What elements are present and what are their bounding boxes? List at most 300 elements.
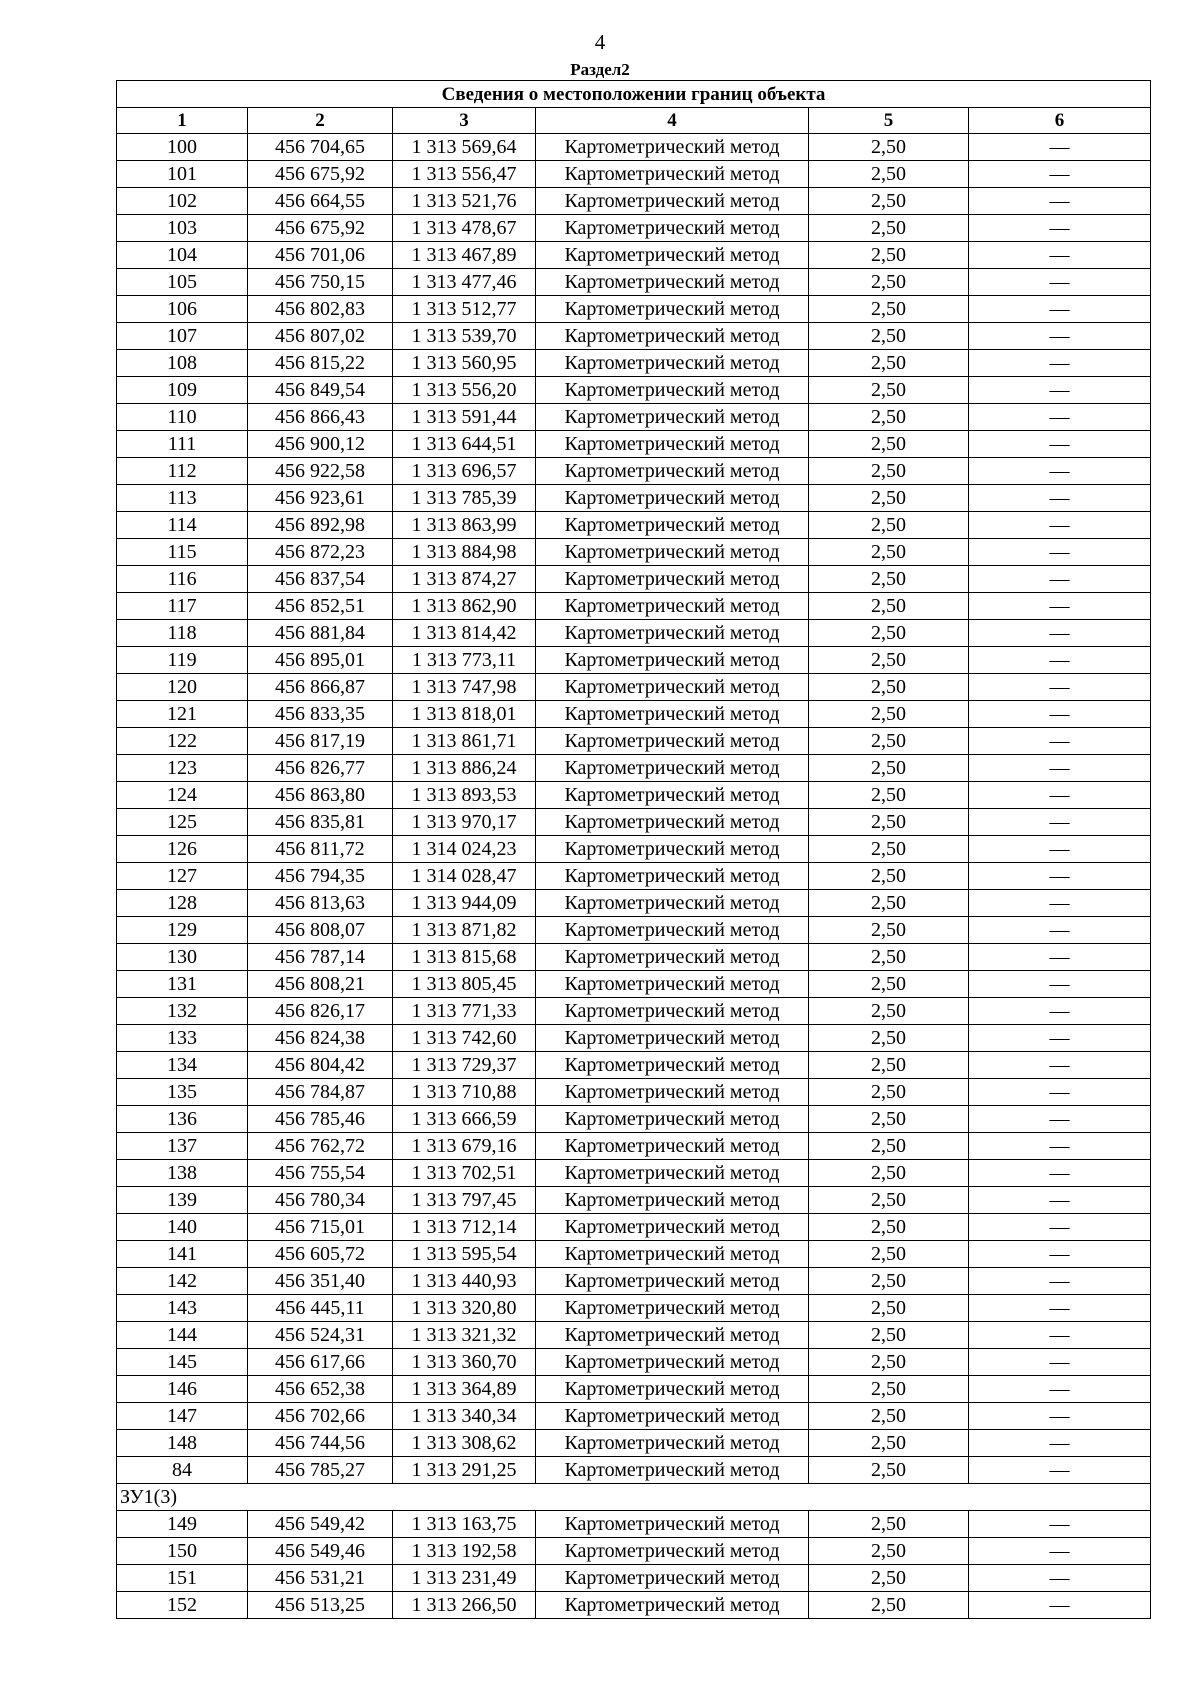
method-cell: Картометрический метод xyxy=(536,620,809,647)
x-coordinate-cell: 456 866,87 xyxy=(248,674,393,701)
y-coordinate-cell: 1 313 862,90 xyxy=(393,593,536,620)
y-coordinate-cell: 1 313 696,57 xyxy=(393,458,536,485)
accuracy-cell: 2,50 xyxy=(809,215,969,242)
y-coordinate-cell: 1 313 556,47 xyxy=(393,161,536,188)
column-number: 2 xyxy=(248,108,393,134)
point-number-cell: 100 xyxy=(117,134,248,161)
boundary-coordinates-table xyxy=(116,80,1151,1619)
point-number-cell: 130 xyxy=(117,944,248,971)
accuracy-cell: 2,50 xyxy=(809,188,969,215)
point-number-cell: 129 xyxy=(117,917,248,944)
accuracy-cell: 2,50 xyxy=(809,539,969,566)
description-cell: — xyxy=(969,161,1151,188)
method-cell: Картометрический метод xyxy=(536,1079,809,1106)
point-number-cell: 140 xyxy=(117,1214,248,1241)
point-number-cell: 132 xyxy=(117,998,248,1025)
y-coordinate-cell: 1 313 364,89 xyxy=(393,1376,536,1403)
accuracy-cell: 2,50 xyxy=(809,1079,969,1106)
table-row xyxy=(117,323,1151,350)
y-coordinate-cell: 1 313 560,95 xyxy=(393,350,536,377)
x-coordinate-cell: 456 664,55 xyxy=(248,188,393,215)
description-cell: — xyxy=(969,377,1151,404)
x-coordinate-cell: 456 802,83 xyxy=(248,296,393,323)
method-cell: Картометрический метод xyxy=(536,485,809,512)
page-number: 4 xyxy=(594,30,606,54)
description-cell: — xyxy=(969,512,1151,539)
accuracy-cell: 2,50 xyxy=(809,782,969,809)
y-coordinate-cell: 1 313 521,76 xyxy=(393,188,536,215)
x-coordinate-cell: 456 549,42 xyxy=(248,1511,393,1538)
y-coordinate-cell: 1 314 024,23 xyxy=(393,836,536,863)
x-coordinate-cell: 456 762,72 xyxy=(248,1133,393,1160)
accuracy-cell: 2,50 xyxy=(809,971,969,998)
table-title-row xyxy=(117,81,1151,108)
y-coordinate-cell: 1 313 729,37 xyxy=(393,1052,536,1079)
accuracy-cell: 2,50 xyxy=(809,1187,969,1214)
method-cell: Картометрический метод xyxy=(536,1403,809,1430)
table-row xyxy=(117,701,1151,728)
table-row xyxy=(117,296,1151,323)
description-cell: — xyxy=(969,1160,1151,1187)
method-cell: Картометрический метод xyxy=(536,377,809,404)
method-cell: Картометрический метод xyxy=(536,1160,809,1187)
description-cell: — xyxy=(969,404,1151,431)
description-cell: — xyxy=(969,566,1151,593)
method-cell: Картометрический метод xyxy=(536,458,809,485)
y-coordinate-cell: 1 313 805,45 xyxy=(393,971,536,998)
x-coordinate-cell: 456 617,66 xyxy=(248,1349,393,1376)
y-coordinate-cell: 1 313 291,25 xyxy=(393,1457,536,1484)
table-row xyxy=(117,1430,1151,1457)
table-row xyxy=(117,1403,1151,1430)
x-coordinate-cell: 456 785,46 xyxy=(248,1106,393,1133)
table-row xyxy=(117,1538,1151,1565)
x-coordinate-cell: 456 824,38 xyxy=(248,1025,393,1052)
description-cell: — xyxy=(969,620,1151,647)
description-cell: — xyxy=(969,269,1151,296)
description-cell: — xyxy=(969,1457,1151,1484)
point-number-cell: 137 xyxy=(117,1133,248,1160)
description-cell: — xyxy=(969,1376,1151,1403)
y-coordinate-cell: 1 313 944,09 xyxy=(393,890,536,917)
method-cell: Картометрический метод xyxy=(536,1511,809,1538)
point-number-cell: 150 xyxy=(117,1538,248,1565)
description-cell: — xyxy=(969,863,1151,890)
method-cell: Картометрический метод xyxy=(536,512,809,539)
x-coordinate-cell: 456 837,54 xyxy=(248,566,393,593)
y-coordinate-cell: 1 313 970,17 xyxy=(393,809,536,836)
point-number-cell: 114 xyxy=(117,512,248,539)
method-cell: Картометрический метод xyxy=(536,1268,809,1295)
point-number-cell: 84 xyxy=(117,1457,248,1484)
method-cell: Картометрический метод xyxy=(536,188,809,215)
description-cell: — xyxy=(969,1430,1151,1457)
x-coordinate-cell: 456 524,31 xyxy=(248,1322,393,1349)
point-number-cell: 110 xyxy=(117,404,248,431)
point-number-cell: 144 xyxy=(117,1322,248,1349)
x-coordinate-cell: 456 785,27 xyxy=(248,1457,393,1484)
point-number-cell: 108 xyxy=(117,350,248,377)
method-cell: Картометрический метод xyxy=(536,674,809,701)
description-cell: — xyxy=(969,1133,1151,1160)
y-coordinate-cell: 1 313 569,64 xyxy=(393,134,536,161)
y-coordinate-cell: 1 313 512,77 xyxy=(393,296,536,323)
method-cell: Картометрический метод xyxy=(536,1538,809,1565)
accuracy-cell: 2,50 xyxy=(809,1403,969,1430)
method-cell: Картометрический метод xyxy=(536,566,809,593)
table-row xyxy=(117,1079,1151,1106)
accuracy-cell: 2,50 xyxy=(809,917,969,944)
accuracy-cell: 2,50 xyxy=(809,377,969,404)
accuracy-cell: 2,50 xyxy=(809,1214,969,1241)
accuracy-cell: 2,50 xyxy=(809,1106,969,1133)
accuracy-cell: 2,50 xyxy=(809,944,969,971)
x-coordinate-cell: 456 675,92 xyxy=(248,161,393,188)
x-coordinate-cell: 456 605,72 xyxy=(248,1241,393,1268)
description-cell: — xyxy=(969,134,1151,161)
table-row xyxy=(117,1133,1151,1160)
point-number-cell: 149 xyxy=(117,1511,248,1538)
table-row xyxy=(117,620,1151,647)
method-cell: Картометрический метод xyxy=(536,836,809,863)
point-number-cell: 146 xyxy=(117,1376,248,1403)
x-coordinate-cell: 456 675,92 xyxy=(248,215,393,242)
table-row xyxy=(117,1322,1151,1349)
column-number: 3 xyxy=(393,108,536,134)
method-cell: Картометрический метод xyxy=(536,701,809,728)
x-coordinate-cell: 456 892,98 xyxy=(248,512,393,539)
point-number-cell: 133 xyxy=(117,1025,248,1052)
method-cell: Картометрический метод xyxy=(536,431,809,458)
table-row xyxy=(117,350,1151,377)
method-cell: Картометрический метод xyxy=(536,728,809,755)
y-coordinate-cell: 1 313 785,39 xyxy=(393,485,536,512)
description-cell: — xyxy=(969,539,1151,566)
description-cell: — xyxy=(969,836,1151,863)
y-coordinate-cell: 1 313 440,93 xyxy=(393,1268,536,1295)
x-coordinate-cell: 456 866,43 xyxy=(248,404,393,431)
point-number-cell: 104 xyxy=(117,242,248,269)
point-number-cell: 115 xyxy=(117,539,248,566)
method-cell: Картометрический метод xyxy=(536,1322,809,1349)
point-number-cell: 136 xyxy=(117,1106,248,1133)
x-coordinate-cell: 456 826,17 xyxy=(248,998,393,1025)
table-row xyxy=(117,971,1151,998)
description-cell: — xyxy=(969,1322,1151,1349)
point-number-cell: 109 xyxy=(117,377,248,404)
accuracy-cell: 2,50 xyxy=(809,485,969,512)
accuracy-cell: 2,50 xyxy=(809,728,969,755)
accuracy-cell: 2,50 xyxy=(809,323,969,350)
description-cell: — xyxy=(969,917,1151,944)
description-cell: — xyxy=(969,215,1151,242)
description-cell: — xyxy=(969,1295,1151,1322)
y-coordinate-cell: 1 313 818,01 xyxy=(393,701,536,728)
point-number-cell: 125 xyxy=(117,809,248,836)
y-coordinate-cell: 1 313 266,50 xyxy=(393,1592,536,1619)
point-number-cell: 124 xyxy=(117,782,248,809)
point-number-cell: 120 xyxy=(117,674,248,701)
accuracy-cell: 2,50 xyxy=(809,863,969,890)
table-row xyxy=(117,1565,1151,1592)
point-number-cell: 128 xyxy=(117,890,248,917)
method-cell: Картометрический метод xyxy=(536,647,809,674)
description-cell: — xyxy=(969,1106,1151,1133)
description-cell: — xyxy=(969,1565,1151,1592)
table-row xyxy=(117,377,1151,404)
y-coordinate-cell: 1 313 702,51 xyxy=(393,1160,536,1187)
table-row xyxy=(117,998,1151,1025)
point-number-cell: 107 xyxy=(117,323,248,350)
accuracy-cell: 2,50 xyxy=(809,269,969,296)
x-coordinate-cell: 456 835,81 xyxy=(248,809,393,836)
description-cell: — xyxy=(969,1538,1151,1565)
x-coordinate-cell: 456 826,77 xyxy=(248,755,393,782)
table-row xyxy=(117,1457,1151,1484)
description-cell: — xyxy=(969,350,1151,377)
point-number-cell: 143 xyxy=(117,1295,248,1322)
table-row xyxy=(117,593,1151,620)
point-number-cell: 119 xyxy=(117,647,248,674)
point-number-cell: 122 xyxy=(117,728,248,755)
method-cell: Картометрический метод xyxy=(536,755,809,782)
point-number-cell: 131 xyxy=(117,971,248,998)
description-cell: — xyxy=(969,1079,1151,1106)
method-cell: Картометрический метод xyxy=(536,1052,809,1079)
accuracy-cell: 2,50 xyxy=(809,1430,969,1457)
table-row xyxy=(117,1052,1151,1079)
y-coordinate-cell: 1 313 360,70 xyxy=(393,1349,536,1376)
x-coordinate-cell: 456 780,34 xyxy=(248,1187,393,1214)
accuracy-cell: 2,50 xyxy=(809,1376,969,1403)
y-coordinate-cell: 1 313 163,75 xyxy=(393,1511,536,1538)
y-coordinate-cell: 1 313 871,82 xyxy=(393,917,536,944)
method-cell: Картометрический метод xyxy=(536,242,809,269)
method-cell: Картометрический метод xyxy=(536,323,809,350)
table-row xyxy=(117,161,1151,188)
x-coordinate-cell: 456 549,46 xyxy=(248,1538,393,1565)
table-row xyxy=(117,809,1151,836)
method-cell: Картометрический метод xyxy=(536,1430,809,1457)
group-label: ЗУ1(3) xyxy=(117,1484,1151,1511)
table-row xyxy=(117,836,1151,863)
table-row xyxy=(117,863,1151,890)
y-coordinate-cell: 1 313 478,67 xyxy=(393,215,536,242)
description-cell: — xyxy=(969,782,1151,809)
table-row xyxy=(117,944,1151,971)
y-coordinate-cell: 1 313 467,89 xyxy=(393,242,536,269)
point-number-cell: 126 xyxy=(117,836,248,863)
accuracy-cell: 2,50 xyxy=(809,593,969,620)
x-coordinate-cell: 456 804,42 xyxy=(248,1052,393,1079)
column-number: 6 xyxy=(969,108,1151,134)
accuracy-cell: 2,50 xyxy=(809,1133,969,1160)
method-cell: Картометрический метод xyxy=(536,1187,809,1214)
accuracy-cell: 2,50 xyxy=(809,1322,969,1349)
table-row xyxy=(117,1376,1151,1403)
y-coordinate-cell: 1 313 231,49 xyxy=(393,1565,536,1592)
method-cell: Картометрический метод xyxy=(536,1241,809,1268)
table-row xyxy=(117,1511,1151,1538)
x-coordinate-cell: 456 811,72 xyxy=(248,836,393,863)
table-row xyxy=(117,512,1151,539)
accuracy-cell: 2,50 xyxy=(809,1592,969,1619)
table-body xyxy=(117,134,1151,1619)
table-row xyxy=(117,404,1151,431)
method-cell: Картометрический метод xyxy=(536,1349,809,1376)
method-cell: Картометрический метод xyxy=(536,404,809,431)
accuracy-cell: 2,50 xyxy=(809,647,969,674)
method-cell: Картометрический метод xyxy=(536,296,809,323)
column-number: 5 xyxy=(809,108,969,134)
x-coordinate-cell: 456 852,51 xyxy=(248,593,393,620)
point-number-cell: 135 xyxy=(117,1079,248,1106)
accuracy-cell: 2,50 xyxy=(809,1025,969,1052)
description-cell: — xyxy=(969,1403,1151,1430)
y-coordinate-cell: 1 313 797,45 xyxy=(393,1187,536,1214)
y-coordinate-cell: 1 313 815,68 xyxy=(393,944,536,971)
description-cell: — xyxy=(969,242,1151,269)
description-cell: — xyxy=(969,1268,1151,1295)
table-row xyxy=(117,431,1151,458)
description-cell: — xyxy=(969,485,1151,512)
x-coordinate-cell: 456 715,01 xyxy=(248,1214,393,1241)
y-coordinate-cell: 1 313 893,53 xyxy=(393,782,536,809)
point-number-cell: 101 xyxy=(117,161,248,188)
point-number-cell: 142 xyxy=(117,1268,248,1295)
table-row xyxy=(117,188,1151,215)
table-row xyxy=(117,1592,1151,1619)
accuracy-cell: 2,50 xyxy=(809,1241,969,1268)
table-row xyxy=(117,917,1151,944)
description-cell: — xyxy=(969,1052,1151,1079)
x-coordinate-cell: 456 922,58 xyxy=(248,458,393,485)
accuracy-cell: 2,50 xyxy=(809,1052,969,1079)
method-cell: Картометрический метод xyxy=(536,539,809,566)
description-cell: — xyxy=(969,674,1151,701)
table-row xyxy=(117,782,1151,809)
method-cell: Картометрический метод xyxy=(536,1592,809,1619)
y-coordinate-cell: 1 313 712,14 xyxy=(393,1214,536,1241)
accuracy-cell: 2,50 xyxy=(809,134,969,161)
x-coordinate-cell: 456 849,54 xyxy=(248,377,393,404)
table-row xyxy=(117,1214,1151,1241)
method-cell: Картометрический метод xyxy=(536,593,809,620)
accuracy-cell: 2,50 xyxy=(809,512,969,539)
x-coordinate-cell: 456 701,06 xyxy=(248,242,393,269)
description-cell: — xyxy=(969,1214,1151,1241)
accuracy-cell: 2,50 xyxy=(809,755,969,782)
description-cell: — xyxy=(969,458,1151,485)
table-row xyxy=(117,674,1151,701)
method-cell: Картометрический метод xyxy=(536,269,809,296)
x-coordinate-cell: 456 445,11 xyxy=(248,1295,393,1322)
x-coordinate-cell: 456 652,38 xyxy=(248,1376,393,1403)
accuracy-cell: 2,50 xyxy=(809,998,969,1025)
table-row xyxy=(117,1187,1151,1214)
x-coordinate-cell: 456 702,66 xyxy=(248,1403,393,1430)
table-row xyxy=(117,647,1151,674)
method-cell: Картометрический метод xyxy=(536,863,809,890)
x-coordinate-cell: 456 895,01 xyxy=(248,647,393,674)
y-coordinate-cell: 1 313 773,11 xyxy=(393,647,536,674)
point-number-cell: 106 xyxy=(117,296,248,323)
method-cell: Картометрический метод xyxy=(536,215,809,242)
accuracy-cell: 2,50 xyxy=(809,350,969,377)
method-cell: Картометрический метод xyxy=(536,1295,809,1322)
point-number-cell: 113 xyxy=(117,485,248,512)
accuracy-cell: 2,50 xyxy=(809,431,969,458)
group-row xyxy=(117,1484,1151,1511)
method-cell: Картометрический метод xyxy=(536,134,809,161)
table-row xyxy=(117,1349,1151,1376)
x-coordinate-cell: 456 807,02 xyxy=(248,323,393,350)
x-coordinate-cell: 456 513,25 xyxy=(248,1592,393,1619)
table-row xyxy=(117,539,1151,566)
y-coordinate-cell: 1 313 556,20 xyxy=(393,377,536,404)
y-coordinate-cell: 1 313 814,42 xyxy=(393,620,536,647)
method-cell: Картометрический метод xyxy=(536,809,809,836)
x-coordinate-cell: 456 817,19 xyxy=(248,728,393,755)
accuracy-cell: 2,50 xyxy=(809,674,969,701)
column-number-row xyxy=(117,108,1151,134)
point-number-cell: 134 xyxy=(117,1052,248,1079)
table-row xyxy=(117,1295,1151,1322)
point-number-cell: 123 xyxy=(117,755,248,782)
x-coordinate-cell: 456 755,54 xyxy=(248,1160,393,1187)
x-coordinate-cell: 456 794,35 xyxy=(248,863,393,890)
method-cell: Картометрический метод xyxy=(536,1106,809,1133)
point-number-cell: 118 xyxy=(117,620,248,647)
description-cell: — xyxy=(969,998,1151,1025)
table-row xyxy=(117,1160,1151,1187)
x-coordinate-cell: 456 900,12 xyxy=(248,431,393,458)
table-row xyxy=(117,566,1151,593)
point-number-cell: 111 xyxy=(117,431,248,458)
point-number-cell: 116 xyxy=(117,566,248,593)
table-title: Сведения о местоположении границ объекта xyxy=(117,81,1151,108)
x-coordinate-cell: 456 808,07 xyxy=(248,917,393,944)
accuracy-cell: 2,50 xyxy=(809,1295,969,1322)
y-coordinate-cell: 1 313 886,24 xyxy=(393,755,536,782)
description-cell: — xyxy=(969,647,1151,674)
method-cell: Картометрический метод xyxy=(536,971,809,998)
table-row xyxy=(117,269,1151,296)
point-number-cell: 147 xyxy=(117,1403,248,1430)
method-cell: Картометрический метод xyxy=(536,350,809,377)
accuracy-cell: 2,50 xyxy=(809,566,969,593)
accuracy-cell: 2,50 xyxy=(809,701,969,728)
accuracy-cell: 2,50 xyxy=(809,458,969,485)
y-coordinate-cell: 1 313 595,54 xyxy=(393,1241,536,1268)
description-cell: — xyxy=(969,1025,1151,1052)
y-coordinate-cell: 1 313 321,32 xyxy=(393,1322,536,1349)
x-coordinate-cell: 456 813,63 xyxy=(248,890,393,917)
y-coordinate-cell: 1 313 320,80 xyxy=(393,1295,536,1322)
accuracy-cell: 2,50 xyxy=(809,1538,969,1565)
accuracy-cell: 2,50 xyxy=(809,836,969,863)
method-cell: Картометрический метод xyxy=(536,1376,809,1403)
accuracy-cell: 2,50 xyxy=(809,1457,969,1484)
method-cell: Картометрический метод xyxy=(536,1565,809,1592)
method-cell: Картометрический метод xyxy=(536,1457,809,1484)
point-number-cell: 141 xyxy=(117,1241,248,1268)
table-row xyxy=(117,755,1151,782)
x-coordinate-cell: 456 833,35 xyxy=(248,701,393,728)
accuracy-cell: 2,50 xyxy=(809,890,969,917)
description-cell: — xyxy=(969,890,1151,917)
y-coordinate-cell: 1 313 771,33 xyxy=(393,998,536,1025)
